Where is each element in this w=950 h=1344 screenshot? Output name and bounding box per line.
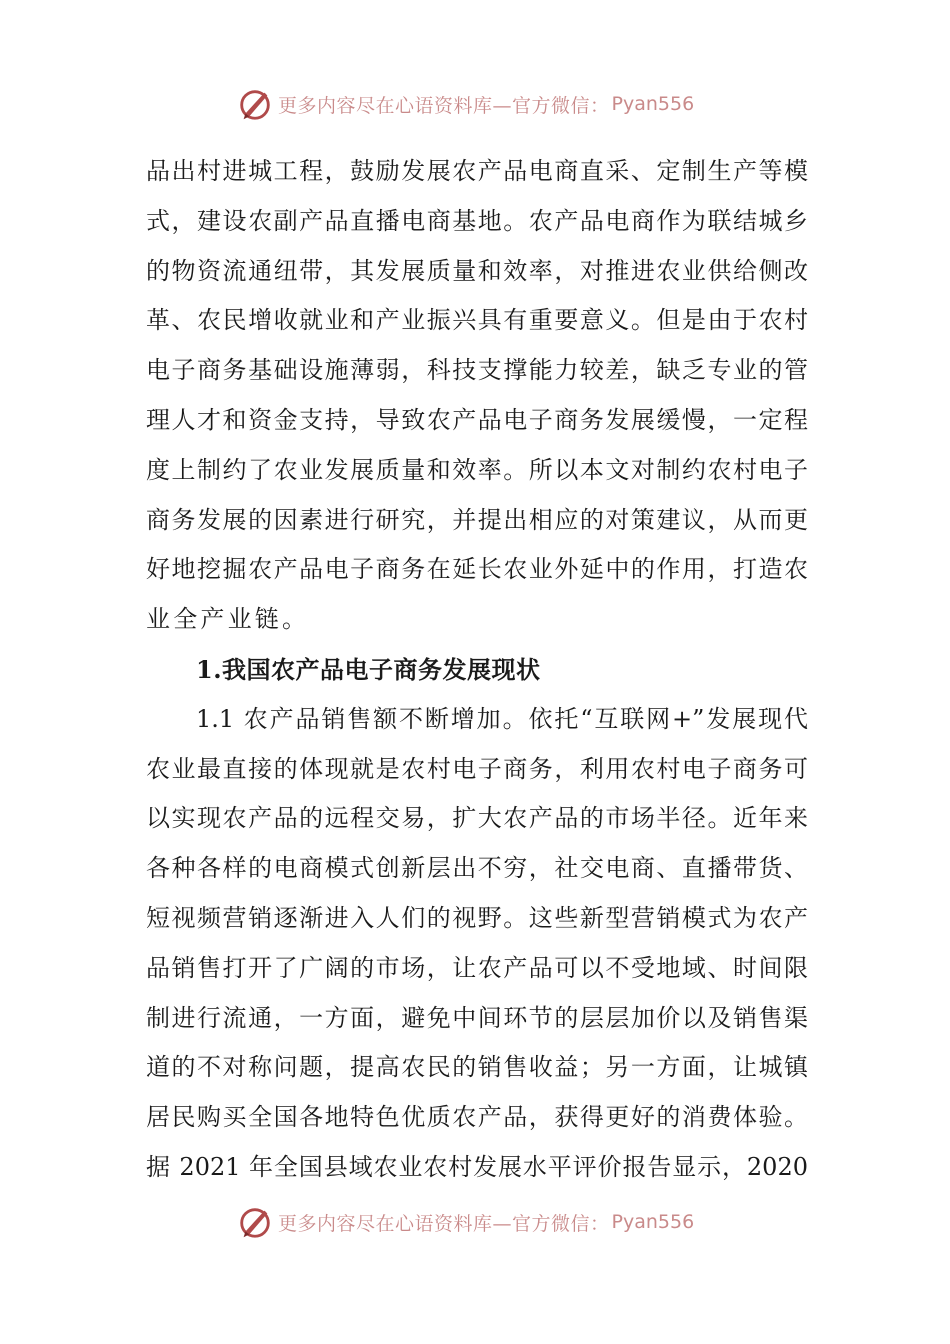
text-line: 据 2021 年全国县域农业农村发展水平评价报告显示，2020	[146, 1152, 808, 1181]
text-line: 业全产业链。	[146, 605, 310, 634]
text-line: 居民购买全国各地特色优质农产品，获得更好的消费体验。	[146, 1103, 808, 1132]
watermark-id: Pyan556	[611, 93, 695, 115]
pen-logo-icon	[236, 1203, 274, 1239]
text-line: 式，建设农副产品直播电商基地。农产品电商作为联结城乡	[146, 206, 808, 235]
text-line: 农业最直接的体现就是农村电子商务，利用农村电子商务可	[146, 754, 808, 783]
text-line: 度上制约了农业发展质量和效率。所以本文对制约农村电子	[146, 455, 808, 484]
text-line: 革、农民增收就业和产业振兴具有重要意义。但是由于农村	[146, 306, 808, 335]
text-line: 道的不对称问题，提高农民的销售收益；另一方面，让城镇	[146, 1053, 808, 1082]
watermark-text: 更多内容尽在心语资料库—官方微信：	[278, 94, 610, 117]
text-line: 1.1 农产品销售额不断增加。依托“互联网+”发展现代	[196, 704, 808, 733]
text-line: 各种各样的电商模式创新层出不穷，社交电商、直播带货、	[146, 854, 808, 883]
watermark-text: 更多内容尽在心语资料库—官方微信：	[278, 1212, 610, 1235]
pen-logo-icon	[236, 85, 274, 123]
text-line: 商务发展的因素进行研究，并提出相应的对策建议，从而更	[146, 505, 808, 534]
watermark-id: Pyan556	[611, 1211, 695, 1233]
text-line: 短视频营销逐渐进入人们的视野。这些新型营销模式为农产	[146, 903, 808, 932]
footer-watermark	[236, 1203, 694, 1239]
header-watermark	[236, 84, 694, 124]
text-line: 理人才和资金支持，导致农产品电子商务发展缓慢，一定程	[146, 405, 808, 434]
text-line: 制进行流通，一方面，避免中间环节的层层加价以及销售渠	[146, 1003, 808, 1032]
section-heading: 1.我国农产品电子商务发展现状	[196, 654, 541, 684]
text-line: 以实现农产品的远程交易，扩大农产品的市场半径。近年来	[146, 804, 808, 833]
document-body	[146, 147, 808, 1193]
text-line: 的物资流通纽带，其发展质量和效率，对推进农业供给侧改	[146, 256, 808, 285]
text-line: 品销售打开了广阔的市场，让农产品可以不受地域、时间限	[146, 953, 808, 982]
text-line: 品出村进城工程，鼓励发展农产品电商直采、定制生产等模	[146, 157, 808, 185]
text-line: 好地挖掘农产品电子商务在延长农业外延中的作用，打造农	[146, 555, 808, 584]
text-line: 电子商务基础设施薄弱，科技支撑能力较差，缺乏专业的管	[146, 356, 808, 385]
